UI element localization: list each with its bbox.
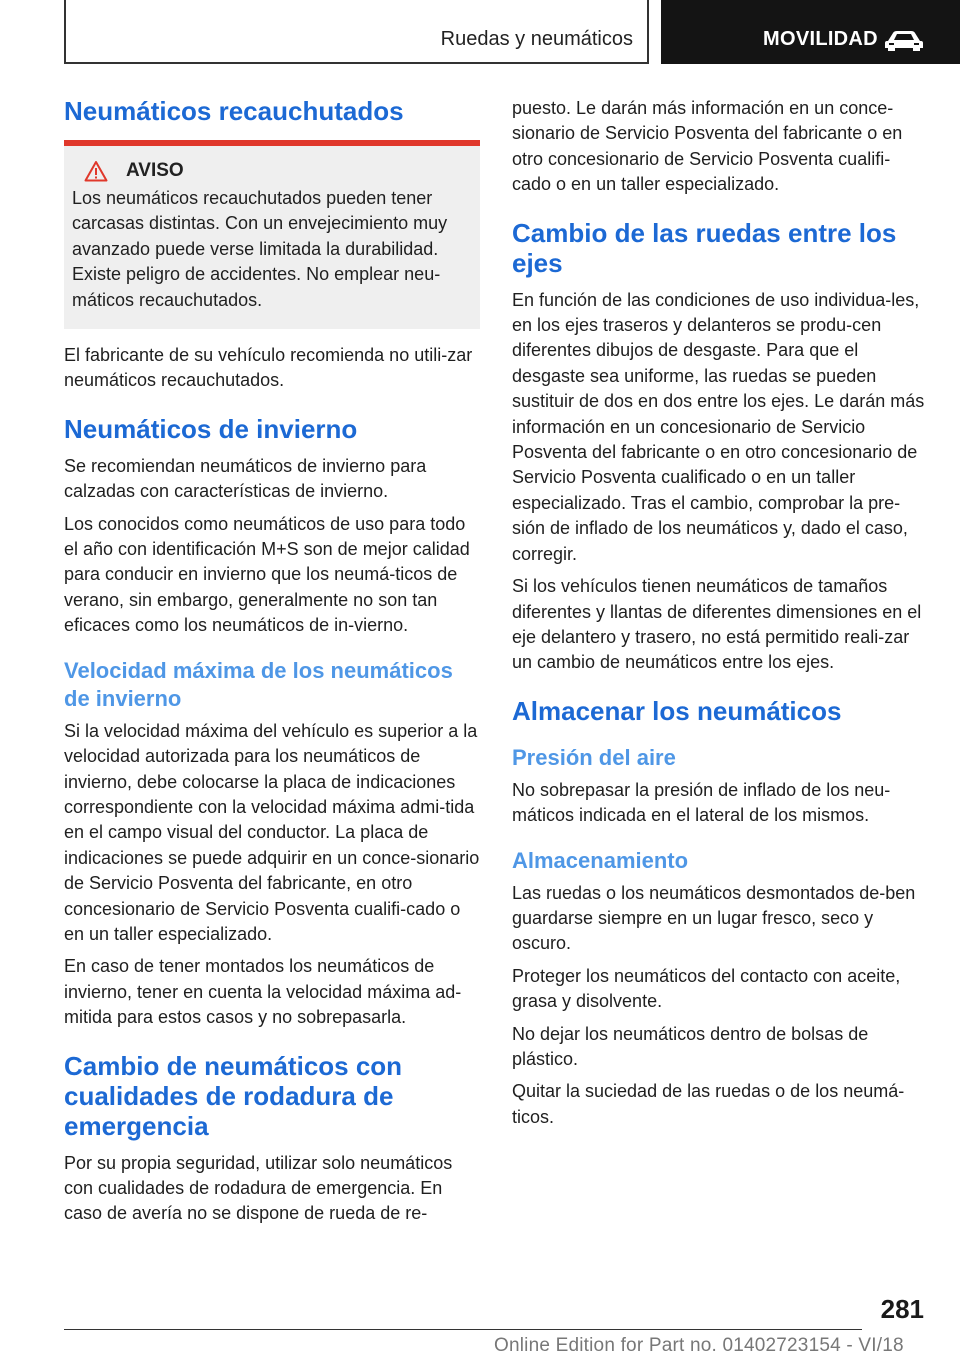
paragraph: Por su propia seguridad, utilizar solo neumáticos con cualidades de rodadura de emergencia. En caso de avería no se dispone de rueda de re‐ [64,1152,453,1224]
heading-store-tires: Almacenar los neumáticos [512,695,842,726]
paragraph: Las ruedas o los neumáticos desmontados de‐ben guardarse siempre en un lugar fresco, seco y oscuro. [512,882,916,954]
paragraph: Si la velocidad máxima del vehículo es superior a la velocidad autorizada para los neumáticos de invierno, debe colocarse la placa de indicaciones correspondiente con la velocidad máxima admi‐tida en el campo visual del conductor. La placa de indicaciones se puede adquirir en un conce‐sionario de Servicio Posventa del fabricante, en otro concesionario de Servicio Posventa cualifi‐cado o en un taller especializado. [64,720,480,944]
warning-text: Los neumáticos recauchutados pueden tener carcasas distintas. Con un envejecimiento muy avanzado puede verse limitada la durabilidad. Existe peligro de accidentes. No emplear neu‐máticos recauchutados. [72,188,448,310]
warning-box [64,146,480,329]
heading-winter-tires: Neumáticos de invierno [64,413,358,444]
paragraph: Si los vehículos tienen neumáticos de tamaños diferentes y llantas de diferentes dimensiones en el eje delantero y trasero, no está permitido reali‐zar un cambio de neumáticos entre los ejes. [512,576,922,673]
page-header [0,0,960,66]
page-number: 281 [880,1294,924,1324]
paragraph: En caso de tener montados los neumáticos de invierno, tener en cuenta la velocidad máxima ad‐mitida para estos casos y no sobrepasarla. [64,956,462,1028]
heading-runflat-tires: Cambio de neumáticos con cualidades de rodadura de emergencia [64,1050,403,1141]
chapter-tab [661,0,960,64]
paragraph: No dejar los neumáticos dentro de bolsas de plástico. [512,1023,869,1069]
section-header-box [64,0,649,64]
paragraph: El fabricante de su vehículo recomienda no utili‐zar neumáticos recauchutados. [64,345,473,391]
section-title: Ruedas y neumáticos [440,28,633,50]
heading-wheel-swap: Cambio de las ruedas entre los ejes [512,217,897,278]
left-column [64,96,480,1234]
paragraph: puesto. Le darán más información en un conce‐sionario de Servicio Posventa del fabricante o en otro concesionario de Servicio Posventa cualifi‐cado o en un taller especializado. [512,98,903,195]
paragraph: Proteger los neumáticos del contacto con aceite, grasa y disolvente. [512,965,901,1012]
heading-retreaded-tires: Neumáticos recauchutados [64,96,404,126]
car-icon [884,28,924,52]
edition-note: Online Edition for Part no. 01402723154 - VI/18 [494,1335,904,1356]
paragraph: Quitar la suciedad de las ruedas o de los neumá‐ticos. [512,1081,905,1127]
paragraph: Los conocidos como neumáticos de uso para todo el año con identificación M+S son de mejor calidad para conducir en invierno que los neumá‐ticos de verano, sin embargo, generalmente no son tan eficaces como los neumáticos de in‐vierno. [64,513,470,636]
right-column [512,96,928,1137]
page-footer [0,1290,960,1362]
subheading-air-pressure: Presión del aire [512,744,676,770]
footer-divider [64,1329,862,1330]
paragraph: En función de las condiciones de uso individua‐les, en los ejes traseros y delanteros se produ‐cen diferentes dibujos de desgaste. Para que el desgaste sea uniforme, las ruedas se pueden sustituir de dos en dos entre los ejes. Le darán más información en un concesionario de Servicio Posventa del fabricante o en otro concesionario de Servicio Posventa cualificado o en un taller especializado. Tras el cambio, comprobar la pre‐sión de inflado de los neumáticos y, dado el caso, corregir. [512,289,925,564]
subheading-storage: Almacenamiento [512,847,689,873]
warning-triangle-icon [84,160,108,182]
warning-title: AVISO [126,160,184,181]
paragraph: Se recomiendan neumáticos de invierno para calzadas con características de invierno. [64,455,427,502]
warning-header [84,160,472,182]
subheading-max-speed: Velocidad máxima de los neumáticos de invierno [64,657,453,711]
paragraph: No sobrepasar la presión de inflado de los neu‐máticos indicada en el lateral de los mismos. [512,779,891,826]
chapter-label: MOVILIDAD [763,28,878,50]
